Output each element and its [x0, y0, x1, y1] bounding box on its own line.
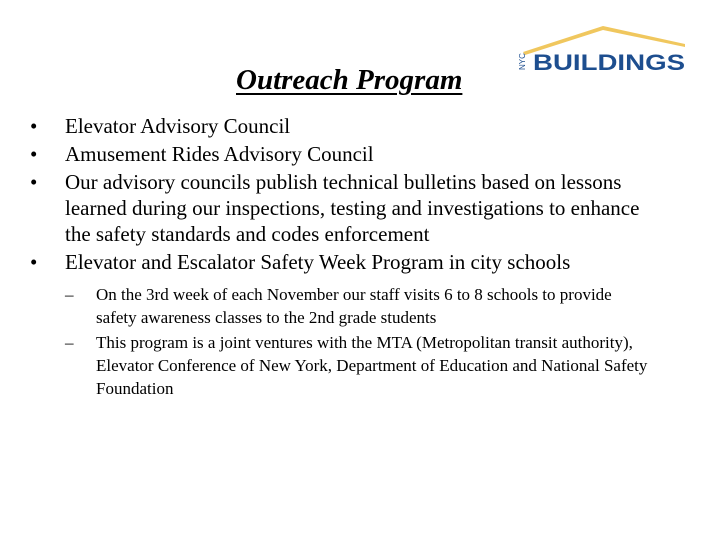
logo-prefix: NYC [518, 53, 527, 70]
bullet-list [30, 113, 690, 400]
bullet-marker: • [30, 250, 38, 274]
bullet-text: Amusement Rides Advisory Council [65, 142, 374, 166]
logo-name: BUILDINGS [533, 50, 685, 74]
sub-bullet-item [30, 331, 656, 400]
sub-bullet-item [30, 283, 656, 329]
dash-marker: – [65, 333, 74, 352]
bullet-text: Elevator and Escalator Safety Week Program in city schools [65, 250, 571, 274]
bullet-item [30, 113, 690, 139]
bullet-item [30, 141, 690, 167]
bullet-marker: • [30, 142, 38, 166]
bullet-item [30, 169, 665, 247]
bullet-item [30, 249, 690, 275]
sub-bullet-text: On the 3rd week of each November our staff visits 6 to 8 schools to provide safety awareness classes to the 2nd grade students [96, 285, 612, 327]
bullet-marker: • [30, 114, 38, 138]
nyc-buildings-logo [515, 22, 690, 74]
sub-bullet-text: This program is a joint ventures with the MTA (Metropolitan transit authority), Elevator Conference of New York, Department of Education and National Safety Foundation [96, 333, 648, 398]
dash-marker: – [65, 285, 74, 304]
bullet-marker: • [30, 170, 38, 194]
bullet-text: Our advisory councils publish technical bulletins based on lessons learned during our inspections, testing and investigations to enhance the safety standards and codes enforcement [65, 170, 640, 246]
bullet-text: Elevator Advisory Council [65, 114, 291, 138]
logo-graphic [515, 22, 690, 74]
slide-title: Outreach Program [236, 64, 463, 96]
